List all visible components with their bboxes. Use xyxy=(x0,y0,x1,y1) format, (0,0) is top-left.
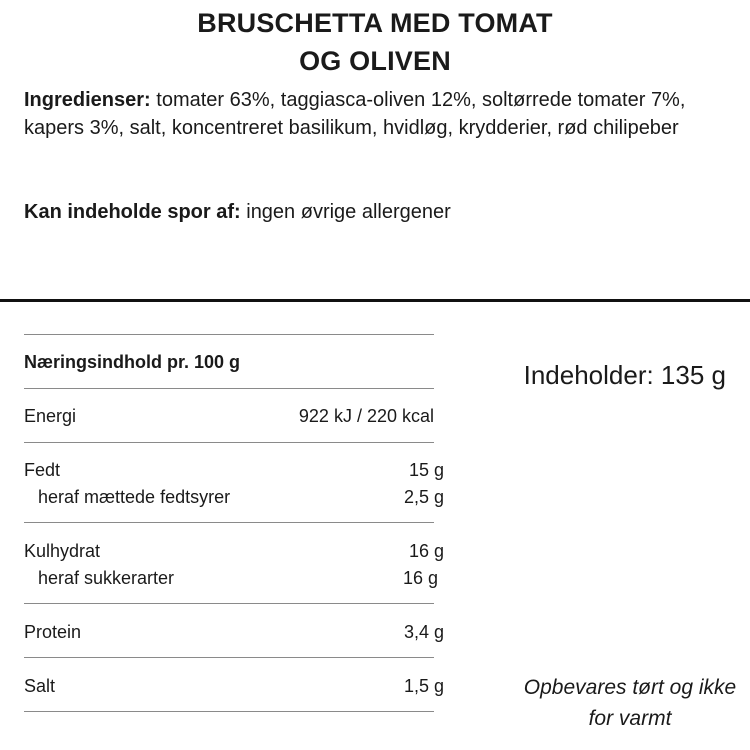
salt-value: 1,5 g xyxy=(403,676,444,696)
saturated-fat-label: heraf mættede fedtsyrer xyxy=(38,487,231,507)
ingredients-text: tomater 63%, taggiasca-oliven 12%, soltørrede tomater 7%, kapers 3%, salt, koncentreret basilikum, hvidløg, krydderier, rød chilipeber xyxy=(24,89,686,139)
product-title-line-1: BRUSCHETTA MED TOMAT xyxy=(197,8,553,38)
table-rule xyxy=(24,522,434,523)
storage-instructions xyxy=(510,672,750,734)
energy-label: Energi xyxy=(24,406,77,426)
product-title-line-2: OG OLIVEN xyxy=(299,46,451,76)
sugars-value: 16 g xyxy=(402,568,438,588)
protein-value: 3,4 g xyxy=(403,622,444,642)
net-contents: Indeholder: 135 g xyxy=(523,360,726,390)
product-title xyxy=(0,4,750,80)
fat-value: 15 g xyxy=(408,460,444,480)
table-rule xyxy=(24,657,434,658)
sugars-label: heraf sukkerarter xyxy=(38,568,175,588)
carbohydrate-value: 16 g xyxy=(408,541,444,561)
allergens-text: ingen øvrige allergener xyxy=(240,201,451,223)
storage-line-1: Opbevares tørt og ikke xyxy=(523,676,737,699)
protein-label: Protein xyxy=(24,622,82,642)
section-separator xyxy=(0,299,750,302)
table-rule xyxy=(24,603,434,604)
table-rule xyxy=(24,388,434,389)
table-rule-top xyxy=(24,334,434,335)
carbohydrate-label: Kulhydrat xyxy=(24,541,101,561)
salt-label: Salt xyxy=(24,676,56,696)
ingredients-block xyxy=(24,86,724,142)
table-rule xyxy=(24,442,434,443)
table-rule-bottom xyxy=(24,711,434,712)
allergens-label: Kan indeholde spor af: xyxy=(24,201,241,223)
saturated-fat-value: 2,5 g xyxy=(403,487,444,507)
nutrition-header: Næringsindhold pr. 100 g xyxy=(24,352,241,372)
energy-value: 922 kJ / 220 kcal xyxy=(298,406,434,426)
allergens-block xyxy=(24,198,724,226)
ingredients-label: Ingredienser: xyxy=(24,89,151,111)
storage-line-2: for varmt xyxy=(588,707,672,730)
fat-label: Fedt xyxy=(24,460,61,480)
